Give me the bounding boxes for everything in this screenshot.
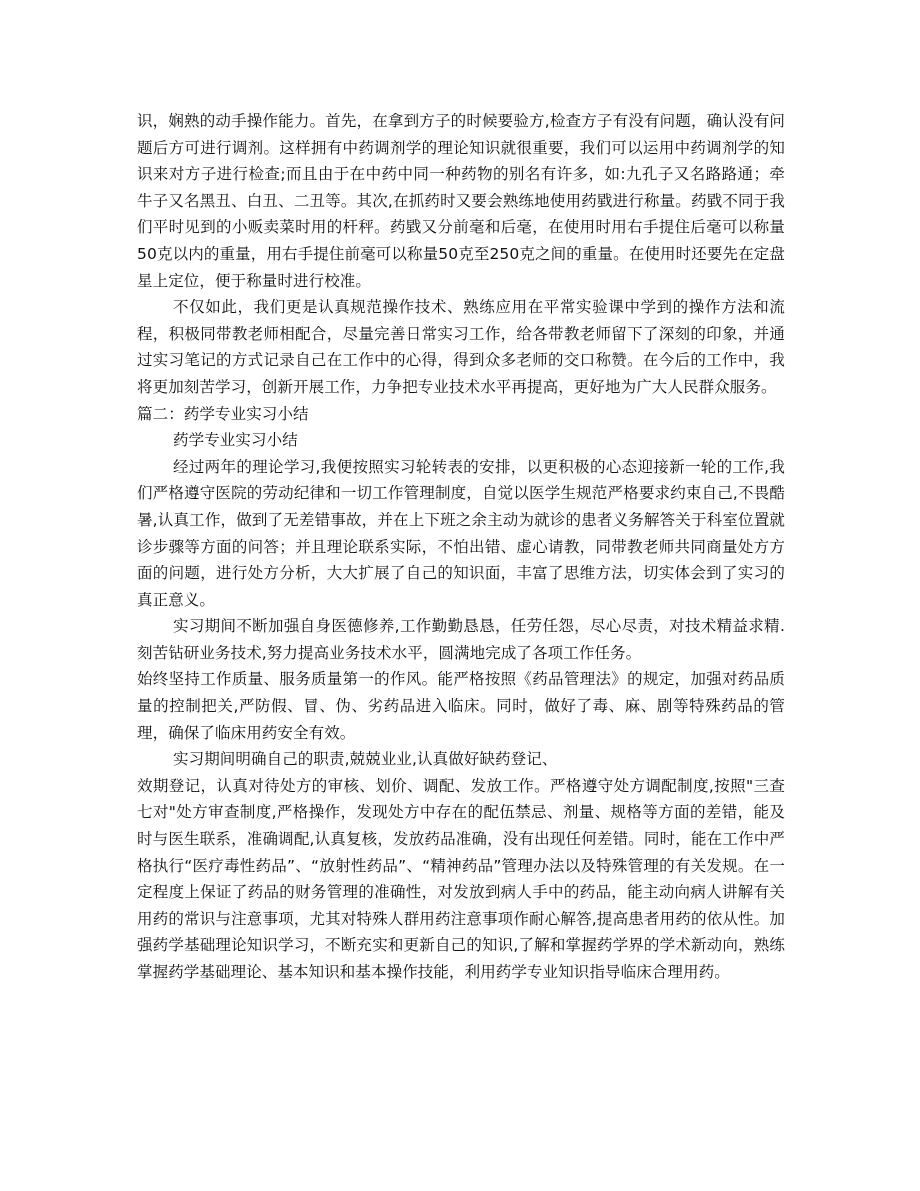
- paragraph-3: 经过两年的理论学习,我便按照实习轮转表的安排，以更积极的心态迎接新一轮的工作,我们严格遵守医院的劳动纪律和一切工作管理制度，自觉以医学生规范严格要求约束自己,不畏酷暑,认真工作，做到了无差错事故，并在上下班之余主动为就诊的患者义务解答关于科室位置就诊步骤等方面的问答；并且理论联系实际，不怕出错、虚心请教，同带教老师共同商量处方方面的问题，进行处方分析，大大扩展了自己的知识面，丰富了思维方法，切实体会到了实习的真正意义。: [137, 457, 785, 609]
- section-heading: 篇二：药学专业实习小结: [137, 404, 309, 423]
- paragraph-6: 实习期间明确自己的职责,兢兢业业,认真做好缺药登记、: [173, 750, 558, 769]
- paragraph-1: 识，娴熟的动手操作能力。首先，在拿到方子的时候要验方,检查方子有没有问题，确认没有问题后方可进行调剂。这样拥有中药调剂学的理论知识就很重要，我们可以运用中药调剂学的知识来对方子进行检查;而且由于在中药中同一种药物的别名有许多，如:九孔子又名路路通；牵牛子又名黑丑、白丑、二丑等。其次,在抓药时又要会熟练地使用药戥进行称量。药戥不同于我们平时见到的小贩卖菜时用的杆秤。药戥又分前毫和后毫，在使用时用右手提住后毫可以称量50克以内的重量，用右手提住前毫可以称量50克至250克之间的重量。在使用时还要先在定盘星上定位，便于称量时进行校准。: [137, 112, 785, 290]
- document-body: [137, 108, 785, 986]
- section-subheading: 药学专业实习小结: [173, 431, 298, 450]
- paragraph-5: 始终坚持工作质量、服务质量第一的作风。能严格按照《药品管理法》的规定，加强对药品质量的控制把关,严防假、冒、伪、劣药品进入临床。同时，做好了毒、麻、剧等特殊药品的管理，确保了临床用药安全有效。: [137, 670, 785, 742]
- paragraph-2: 不仅如此，我们更是认真规范操作技术、熟练应用在平常实验课中学到的操作方法和流程，积极同带教老师相配合，尽量完善日常实习工作，给各带教老师留下了深刻的印象，并通过实习笔记的方式记录自己在工作中的心得，得到众多老师的交口称赞。在今后的工作中，我将更加刻苦学习，创新开展工作，力争把专业技术水平再提高，更好地为广大人民群众服务。: [137, 298, 785, 396]
- paragraph-4: 实习期间不断加强自身医德修养,工作勤勤恳恳，任劳任怨，尽心尽责，对技术精益求精. 刻苦钻研业务技术,努力提高业务技术水平，圆满地完成了各项工作任务。: [137, 617, 785, 662]
- paragraph-7: 效期登记，认真对待处方的审核、划价、调配、发放工作。严格遵守处方调配制度,按照"三查七对"处方审查制度,严格操作，发现处方中存在的配伍禁忌、剂量、规格等方面的差错，能及时与医生联系，准确调配,认真复核，发放药品准确，没有出现任何差错。同时，能在工作中严格执行“医疗毒性药品”、“放射性药品”、“精神药品”管理办法以及特殊管理的有关发规。在一定程度上保证了药品的财务管理的准确性，对发放到病人手中的药品，能主动向病人讲解有关用药的常识与注意事项，尤其对特殊人群用药注意事项作耐心解答,提高患者用药的依从性。加强药学基础理论知识学习，不断充实和更新自己的知识,了解和掌握药学界的学术新动向，熟练掌握药学基础理论、基本知识和基本操作技能，利用药学专业知识指导临床合理用药。: [137, 776, 785, 981]
